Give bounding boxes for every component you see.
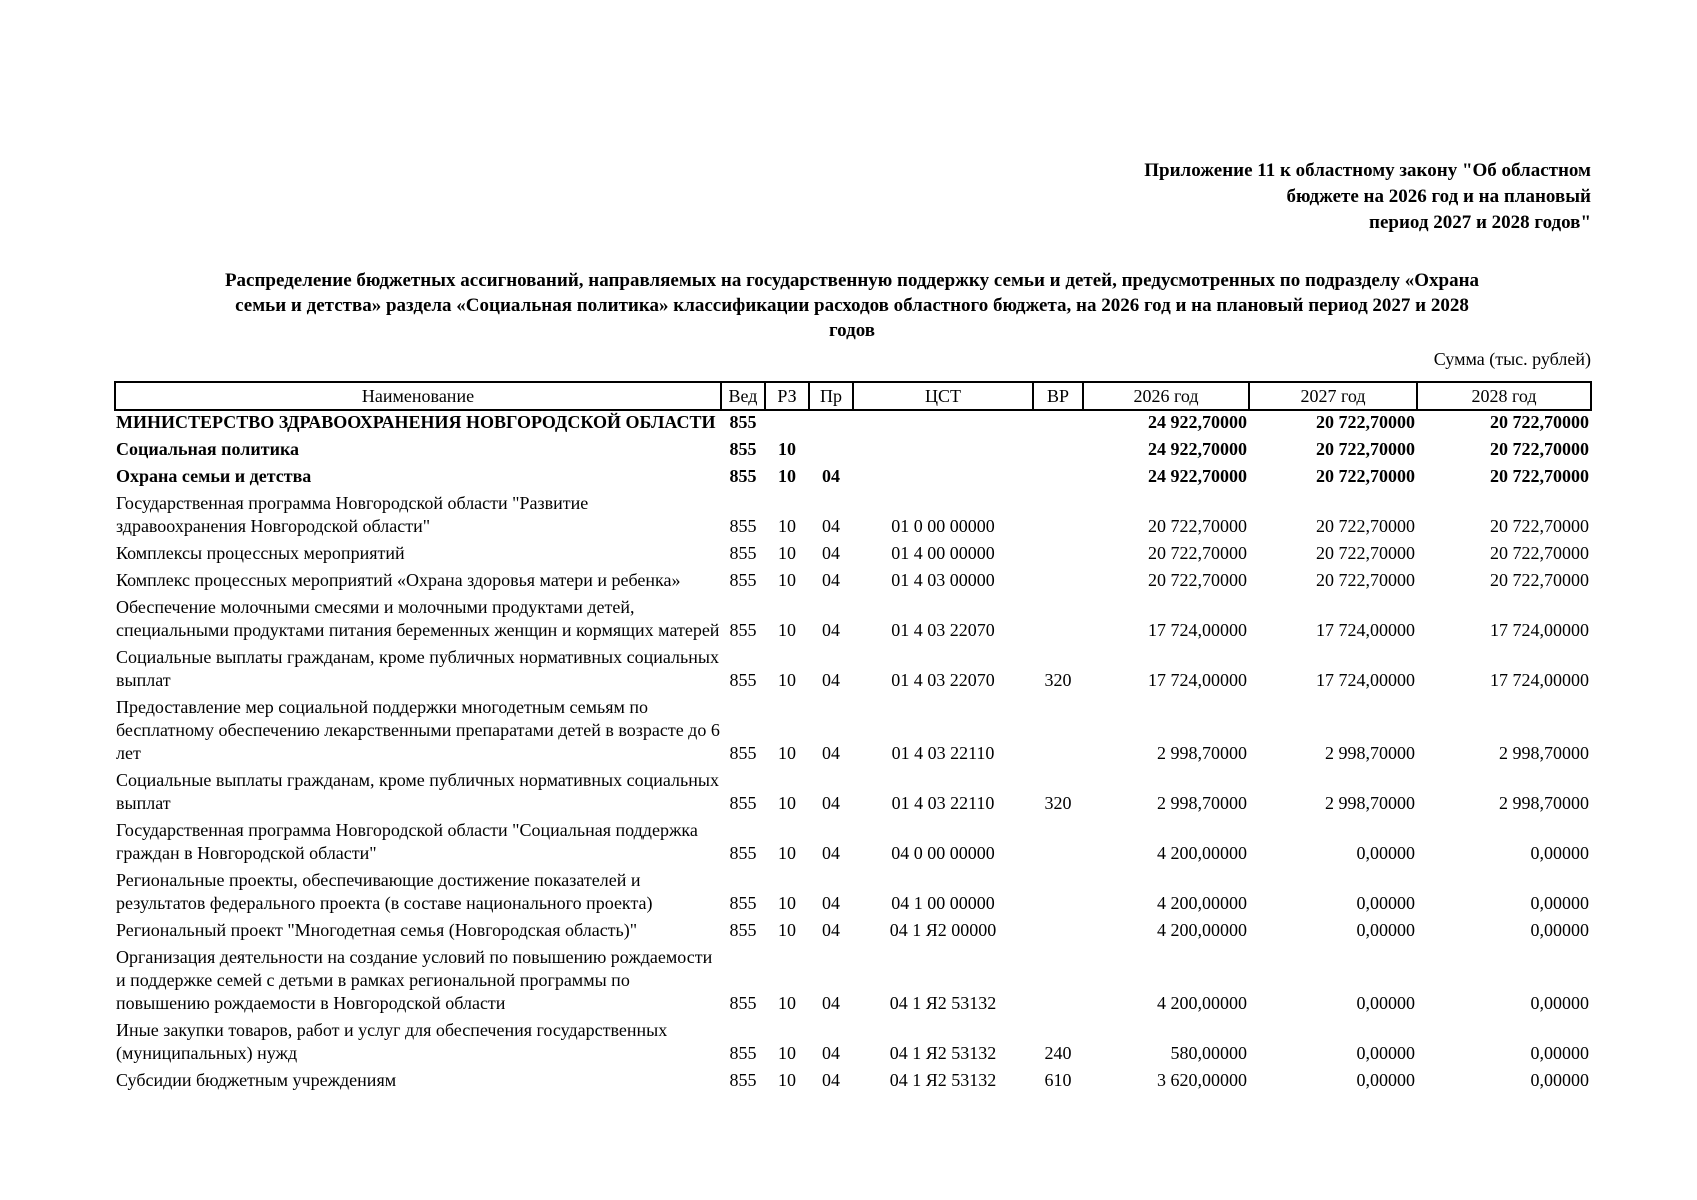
cell-2026: 17 724,00000: [1148, 620, 1247, 640]
cell-2028: 2 998,70000: [1499, 793, 1589, 813]
cell-cst: 01 4 03 22070: [891, 620, 995, 640]
cell-pr: 04: [822, 570, 840, 590]
cell-pr: [809, 434, 853, 461]
table-row: [115, 461, 1591, 488]
table-body: [115, 410, 1591, 1092]
cell-ved: 855: [729, 993, 757, 1013]
cell-vr: [1033, 942, 1083, 1015]
cell-pr: 04: [822, 993, 840, 1013]
cell-2026: 580,00000: [1170, 1043, 1247, 1063]
table-row: [115, 538, 1591, 565]
cell-name: Предоставление мер социальной поддержки многодетным семьям по бесплатному обеспечению лекарственными препаратами детей в возрасте до 6 лет: [116, 697, 720, 763]
cell-2027: 20 722,70000: [1316, 516, 1415, 536]
table-row: [115, 642, 1591, 692]
cell-name: Региональный проект "Многодетная семья (Новгородская область)": [116, 920, 638, 940]
cell-vr: [1033, 815, 1083, 865]
cell-cst: 01 0 00 00000: [891, 516, 995, 536]
cell-name: Иные закупки товаров, работ и услуг для обеспечения государственных (муниципальных) нужд: [116, 1020, 668, 1063]
budget-table: [114, 381, 1592, 1092]
cell-2028: 17 724,00000: [1490, 620, 1589, 640]
cell-cst: [853, 434, 1033, 461]
cell-2027: 2 998,70000: [1325, 793, 1415, 813]
cell-ved: 855: [729, 620, 757, 640]
cell-pr: 04: [822, 543, 840, 563]
cell-vr: [1033, 461, 1083, 488]
cell-name: Государственная программа Новгородской области "Социальная поддержка граждан в Новгородской области": [116, 820, 698, 863]
cell-2027: 20 722,70000: [1316, 570, 1415, 590]
cell-2027: 0,00000: [1356, 1070, 1415, 1090]
appendix-line: бюджете на 2026 год и на плановый: [1286, 186, 1591, 207]
header-2026: 2026 год: [1083, 382, 1249, 410]
cell-vr: [1033, 434, 1083, 461]
cell-2026: 4 200,00000: [1157, 993, 1247, 1013]
cell-2026: 4 200,00000: [1157, 843, 1247, 863]
header-cst: ЦСТ: [853, 382, 1033, 410]
cell-2028: 20 722,70000: [1490, 570, 1589, 590]
title-line: Распределение бюджетных ассигнований, направляемых на государственную поддержку семьи и детей, предусмотренных по подразделу «Охрана: [224, 270, 1480, 291]
table-row: [115, 942, 1591, 1015]
cell-2027: 20 722,70000: [1316, 543, 1415, 563]
table-row: [115, 488, 1591, 538]
cell-pr: 04: [822, 670, 840, 690]
cell-name: Социальная политика: [116, 439, 300, 459]
cell-pr: [809, 410, 853, 434]
cell-2028: 20 722,70000: [1490, 516, 1589, 536]
cell-2027: 17 724,00000: [1316, 670, 1415, 690]
cell-pr: 04: [822, 893, 840, 913]
table-row: [115, 434, 1591, 461]
table-row: [115, 765, 1591, 815]
cell-vr: [1033, 915, 1083, 942]
cell-2026: 24 922,70000: [1148, 412, 1247, 432]
header-pr: Пр: [809, 382, 853, 410]
cell-name: Комплекс процессных мероприятий «Охрана здоровья матери и ребенка»: [116, 570, 681, 590]
table-row: [115, 1065, 1591, 1092]
table-row: [115, 1015, 1591, 1065]
table-row: [115, 692, 1591, 765]
cell-2028: 17 724,00000: [1490, 670, 1589, 690]
cell-pr: 04: [822, 743, 840, 763]
cell-ved: 855: [729, 920, 757, 940]
cell-2027: 0,00000: [1356, 893, 1415, 913]
header-name: Наименование: [115, 382, 721, 410]
cell-2027: 20 722,70000: [1316, 412, 1415, 432]
cell-name: Социальные выплаты гражданам, кроме публичных нормативных социальных выплат: [116, 770, 719, 813]
cell-rz: 10: [778, 1070, 796, 1090]
cell-2026: 2 998,70000: [1157, 793, 1247, 813]
cell-rz: 10: [778, 620, 796, 640]
cell-2028: 20 722,70000: [1490, 412, 1589, 432]
cell-rz: 10: [778, 743, 796, 763]
cell-rz: 10: [778, 893, 796, 913]
cell-2028: 0,00000: [1530, 843, 1589, 863]
cell-vr: 240: [1044, 1043, 1072, 1063]
header-rz: РЗ: [765, 382, 809, 410]
cell-vr: [1033, 538, 1083, 565]
cell-ved: 855: [729, 1043, 757, 1063]
cell-cst: 04 1 Я2 53132: [889, 993, 997, 1013]
cell-rz: 10: [778, 516, 796, 536]
cell-cst: [853, 410, 1033, 434]
cell-ved: 855: [729, 743, 757, 763]
cell-vr: [1033, 865, 1083, 915]
cell-ved: 855: [729, 793, 757, 813]
table-row: [115, 915, 1591, 942]
cell-vr: [1033, 565, 1083, 592]
cell-rz: [765, 410, 809, 434]
cell-rz: 10: [778, 466, 796, 486]
cell-name: Социальные выплаты гражданам, кроме публичных нормативных социальных выплат: [116, 647, 719, 690]
cell-pr: 04: [822, 466, 840, 486]
cell-cst: 04 1 Я2 00000: [889, 920, 997, 940]
cell-rz: 10: [778, 843, 796, 863]
cell-2027: 17 724,00000: [1316, 620, 1415, 640]
cell-2026: 17 724,00000: [1148, 670, 1247, 690]
cell-2026: 24 922,70000: [1148, 439, 1247, 459]
cell-pr: 04: [822, 843, 840, 863]
cell-cst: 04 1 Я2 53132: [889, 1070, 997, 1090]
cell-name: Обеспечение молочными смесями и молочными продуктами детей, специальными продуктами питания беременных женщин и кормящих матерей: [116, 597, 720, 640]
appendix-heading: [1071, 158, 1591, 236]
cell-rz: 10: [778, 570, 796, 590]
cell-pr: 04: [822, 516, 840, 536]
cell-name: Государственная программа Новгородской области "Развитие здравоохранения Новгородской области": [116, 493, 589, 536]
table-row: [115, 592, 1591, 642]
cell-2027: 2 998,70000: [1325, 743, 1415, 763]
cell-ved: 855: [729, 1070, 757, 1090]
cell-name: Региональные проекты, обеспечивающие достижение показателей и результатов федерального проекта (в составе национального проекта): [116, 870, 653, 913]
cell-ved: 855: [729, 843, 757, 863]
table-row: [115, 565, 1591, 592]
cell-pr: 04: [822, 793, 840, 813]
cell-vr: 320: [1044, 793, 1072, 813]
cell-rz: 10: [778, 993, 796, 1013]
cell-name: Субсидии бюджетным учреждениям: [116, 1070, 397, 1090]
cell-2026: 3 620,00000: [1157, 1070, 1247, 1090]
cell-2026: 2 998,70000: [1157, 743, 1247, 763]
cell-name: МИНИСТЕРСТВО ЗДРАВООХРАНЕНИЯ НОВГОРОДСКОЙ ОБЛАСТИ: [116, 412, 716, 432]
cell-ved: 855: [729, 543, 757, 563]
cell-2027: 0,00000: [1356, 1043, 1415, 1063]
cell-pr: 04: [822, 620, 840, 640]
cell-rz: 10: [778, 920, 796, 940]
appendix-line: период 2027 и 2028 годов": [1369, 212, 1591, 233]
cell-2028: 0,00000: [1530, 993, 1589, 1013]
document-title: [114, 268, 1590, 343]
cell-ved: 855: [729, 412, 757, 432]
cell-ved: 855: [729, 516, 757, 536]
cell-2028: 20 722,70000: [1490, 543, 1589, 563]
cell-cst: 01 4 03 22110: [891, 793, 995, 813]
cell-vr: 320: [1044, 670, 1072, 690]
cell-ved: 855: [729, 670, 757, 690]
cell-ved: 855: [729, 893, 757, 913]
cell-cst: 01 4 00 00000: [891, 543, 995, 563]
table-row: [115, 410, 1591, 434]
cell-cst: 04 0 00 00000: [891, 843, 995, 863]
cell-cst: 01 4 03 00000: [891, 570, 995, 590]
cell-2026: 4 200,00000: [1157, 893, 1247, 913]
cell-2028: 0,00000: [1530, 893, 1589, 913]
cell-2026: 24 922,70000: [1148, 466, 1247, 486]
cell-pr: 04: [822, 1043, 840, 1063]
cell-rz: 10: [778, 439, 796, 459]
cell-vr: [1033, 592, 1083, 642]
cell-cst: 01 4 03 22110: [891, 743, 995, 763]
title-line: годов: [828, 320, 875, 341]
cell-2027: 0,00000: [1356, 920, 1415, 940]
cell-2028: 0,00000: [1530, 1043, 1589, 1063]
cell-2027: 0,00000: [1356, 993, 1415, 1013]
cell-ved: 855: [729, 570, 757, 590]
cell-2028: 2 998,70000: [1499, 743, 1589, 763]
cell-cst: 04 1 Я2 53132: [889, 1043, 997, 1063]
header-2028: 2028 год: [1417, 382, 1591, 410]
cell-2027: 0,00000: [1356, 843, 1415, 863]
cell-2026: 4 200,00000: [1157, 920, 1247, 940]
cell-2026: 20 722,70000: [1148, 570, 1247, 590]
cell-vr: [1033, 692, 1083, 765]
cell-rz: 10: [778, 670, 796, 690]
cell-name: Охрана семьи и детства: [116, 466, 312, 486]
cell-name: Организация деятельности на создание условий по повышению рождаемости и поддержке семей с детьми в рамках региональной программы по повышению рождаемости в Новгородской области: [116, 947, 713, 1013]
cell-vr: [1033, 410, 1083, 434]
cell-rz: 10: [778, 793, 796, 813]
cell-vr: 610: [1044, 1070, 1072, 1090]
cell-vr: [1033, 488, 1083, 538]
table-row: [115, 865, 1591, 915]
header-2027: 2027 год: [1249, 382, 1417, 410]
cell-2028: 0,00000: [1530, 920, 1589, 940]
cell-rz: 10: [778, 1043, 796, 1063]
cell-name: Комплексы процессных мероприятий: [116, 543, 405, 563]
cell-ved: 855: [729, 439, 757, 459]
header-ved: Вед: [721, 382, 765, 410]
cell-pr: 04: [822, 1070, 840, 1090]
cell-rz: 10: [778, 543, 796, 563]
header-vr: ВР: [1033, 382, 1083, 410]
cell-cst: [853, 461, 1033, 488]
title-line: семьи и детства» раздела «Социальная политика» классификации расходов областного бюджета, на 2026 год и на плановый период 2027 и 2028: [235, 295, 1469, 316]
cell-2026: 20 722,70000: [1148, 516, 1247, 536]
cell-2028: 20 722,70000: [1490, 439, 1589, 459]
cell-2026: 20 722,70000: [1148, 543, 1247, 563]
cell-2028: 0,00000: [1530, 1070, 1589, 1090]
cell-2027: 20 722,70000: [1316, 439, 1415, 459]
table-header-row: [115, 382, 1591, 410]
cell-2027: 20 722,70000: [1316, 466, 1415, 486]
cell-2028: 20 722,70000: [1490, 466, 1589, 486]
cell-ved: 855: [729, 466, 757, 486]
appendix-line: Приложение 11 к областному закону "Об областном: [1144, 160, 1591, 181]
cell-pr: 04: [822, 920, 840, 940]
units-label: Сумма (тыс. рублей): [1433, 349, 1591, 369]
table-row: [115, 815, 1591, 865]
cell-cst: 01 4 03 22070: [891, 670, 995, 690]
cell-cst: 04 1 00 00000: [891, 893, 995, 913]
